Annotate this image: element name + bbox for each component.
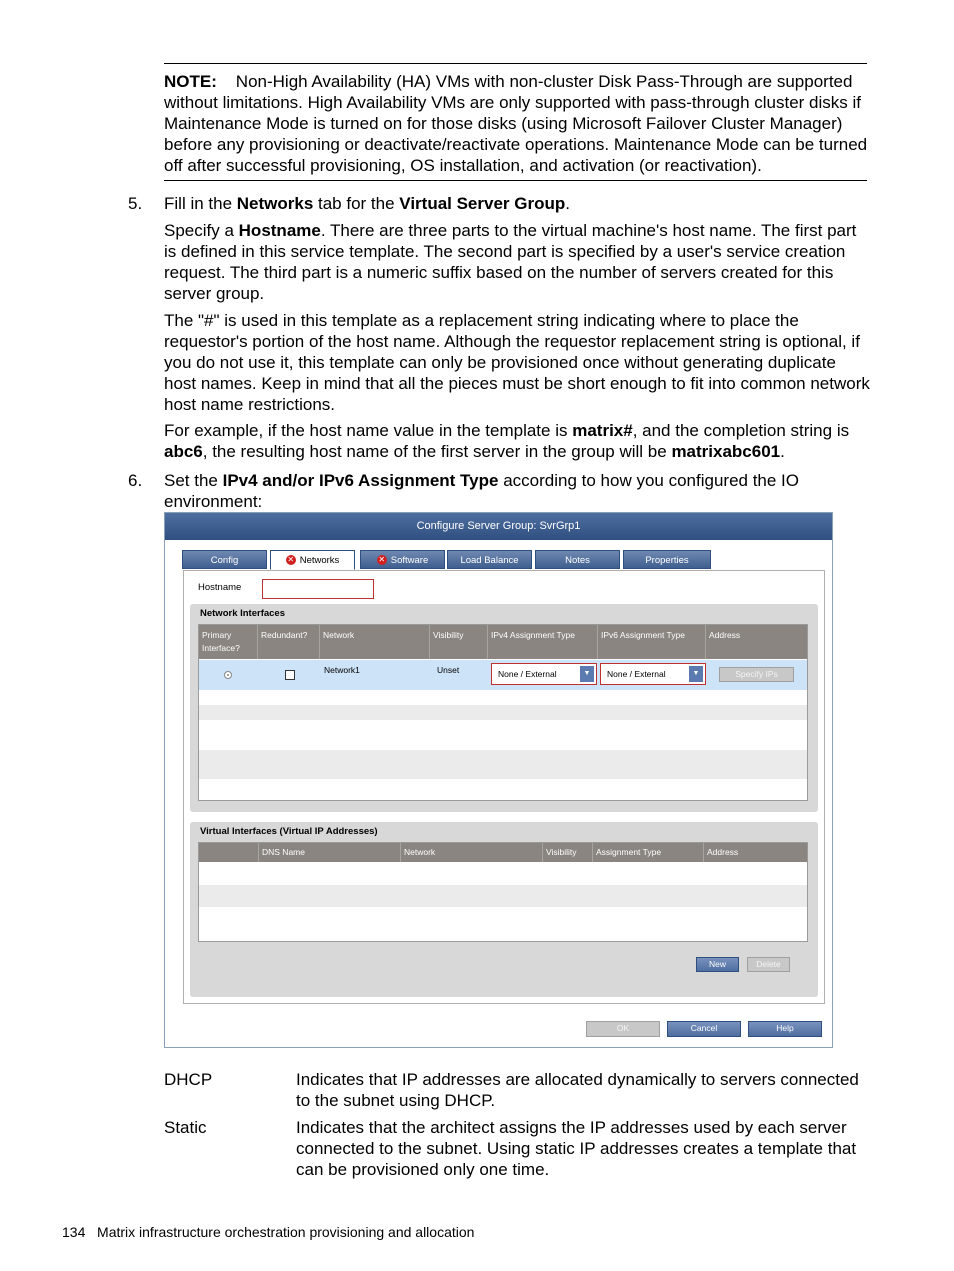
tab-properties[interactable]	[623, 550, 711, 569]
note-block	[164, 71, 870, 176]
col-blank	[199, 843, 259, 862]
tab-notes-label: Notes	[565, 555, 590, 566]
example-abc6: abc6	[164, 442, 203, 461]
page-number: 134	[62, 1224, 86, 1240]
hostname-label: Hostname	[198, 582, 242, 593]
note-bottom-rule	[164, 180, 867, 181]
step-6-number: 6.	[128, 471, 143, 490]
hostname-para-b: . There are three parts to the virtual machine's host name. The first part is defined in this service template. The second part is specified by a user's service creation request. The third part is a numeric suffix based on the number of servers created for this server group.	[164, 221, 857, 303]
tab-properties-label: Properties	[645, 555, 689, 566]
tab-config[interactable]	[182, 550, 267, 569]
ipv6-value: None / External	[607, 669, 666, 679]
example-a: For example, if the host name value in the template is	[164, 421, 573, 440]
tab-software[interactable]	[360, 550, 445, 569]
hostname-para-a: Specify a	[164, 221, 239, 240]
table-row	[199, 885, 807, 907]
virtual-interfaces-header	[199, 843, 807, 862]
ipv4-assignment-select[interactable]	[491, 663, 597, 685]
col-primary: Primary Interface?	[199, 625, 258, 659]
table-row[interactable]	[199, 660, 807, 690]
col-ipv6: IPv6 Assignment Type	[598, 625, 706, 659]
ipv4-value: None / External	[498, 669, 557, 679]
note-top-rule	[164, 63, 867, 64]
example-d: .	[780, 442, 785, 461]
step-5-text-a: Fill in the	[164, 194, 237, 213]
table-row	[199, 907, 807, 929]
ok-button[interactable]: OK	[586, 1021, 660, 1037]
definition-desc-dhcp: Indicates that IP addresses are allocated dynamically to servers connected to the subnet using DHCP.	[296, 1070, 859, 1110]
definition-term-dhcp: DHCP	[164, 1070, 213, 1089]
definition-term-static: Static	[164, 1118, 207, 1137]
ipv6-assignment-select[interactable]	[600, 663, 706, 685]
step-6-text-a: Set the	[164, 471, 223, 490]
tab-notes[interactable]	[535, 550, 620, 569]
table-row	[199, 779, 807, 800]
configure-server-group-dialog	[164, 512, 833, 1048]
col-v-visibility: Visibility	[543, 843, 593, 862]
example-b: , and the completion string is	[632, 421, 850, 440]
tab-load-balance[interactable]	[447, 550, 532, 569]
cancel-button[interactable]: Cancel	[667, 1021, 741, 1037]
step-6-text-b: according to how you configured the IO environment:	[164, 471, 799, 511]
error-icon: ✕	[378, 555, 386, 565]
tab-software-label: Software	[390, 555, 429, 566]
new-button[interactable]: New	[696, 957, 739, 972]
primary-radio[interactable]	[224, 671, 232, 679]
page-footer	[62, 1223, 474, 1241]
step-6-text	[164, 470, 870, 512]
step-5-number: 5.	[128, 194, 143, 213]
tab-networks-label: Networks	[299, 555, 340, 566]
note-label: NOTE:	[164, 72, 217, 91]
virtual-interfaces-table	[198, 842, 808, 942]
tab-load-balance-label: Load Balance	[460, 555, 519, 566]
row-visibility: Unset	[437, 665, 460, 675]
step-5-virtual-server-group: Virtual Server Group	[399, 194, 566, 213]
hash-paragraph: The "#" is used in this template as a replacement string indicating where to place the requestor's portion of the host name. Although the requestor replacement string is optional, if you do not use it, this template can only be provisioned once without generating duplicate host names. Keep in mind that all the pieces must be short enough to fit into common network host name restrictions.	[164, 311, 870, 414]
error-icon: ✕	[287, 555, 295, 565]
col-address: Address	[709, 630, 741, 640]
dialog-title: Configure Server Group: SvrGrp1	[165, 513, 832, 540]
col-redundant: Redundant?	[258, 625, 320, 659]
col-ipv4: IPv4 Assignment Type	[488, 625, 598, 659]
table-row	[199, 863, 807, 885]
col-v-network: Network	[401, 843, 543, 862]
example-matrix: matrix#	[572, 421, 633, 440]
virtual-interfaces-title: Virtual Interfaces (Virtual IP Addresses)	[200, 826, 378, 837]
col-dns-name: DNS Name	[259, 843, 401, 862]
step-5-networks: Networks	[236, 194, 314, 213]
chevron-down-icon: ▼	[580, 666, 594, 682]
col-visibility: Visibility	[430, 625, 488, 659]
step-5-text	[164, 193, 870, 214]
network-interfaces-header	[199, 625, 807, 659]
help-button[interactable]: Help	[748, 1021, 822, 1037]
footer-title: Matrix infrastructure orchestration provisioning and allocation	[97, 1224, 475, 1240]
specify-ips-button[interactable]: Specify IPs	[719, 667, 794, 682]
delete-button[interactable]: Delete	[747, 957, 790, 972]
table-row	[199, 705, 807, 720]
hostname-para-bold: Hostname	[238, 221, 321, 240]
example-paragraph	[164, 420, 870, 462]
row-network: Network1	[324, 665, 360, 675]
example-c: , the resulting host name of the first server in the group will be	[202, 442, 672, 461]
hostname-paragraph	[164, 220, 870, 304]
step-5-text-c: .	[565, 194, 570, 213]
col-network: Network	[320, 625, 430, 659]
chevron-down-icon: ▼	[689, 666, 703, 682]
tab-config-label: Config	[210, 555, 239, 566]
table-row	[199, 750, 807, 779]
hostname-input[interactable]	[262, 579, 374, 599]
col-v-address: Address	[707, 847, 739, 857]
definition-desc-static: Indicates that the architect assigns the IP addresses used by each server connected to the subnet. Using static IP addresses creates a template that can be provisioned only one time.	[296, 1118, 857, 1179]
example-matrixabc601: matrixabc601	[671, 442, 781, 461]
step-6-assignment-type: IPv4 and/or IPv6 Assignment Type	[222, 471, 499, 490]
step-5-text-b: tab for the	[313, 194, 400, 213]
note-text: Non-High Availability (HA) VMs with non-cluster Disk Pass-Through are supported without limitations. High Availability VMs are only supported with pass-through cluster disks if Maintenance Mode is turned on for those disks (using Microsoft Failover Cluster Manager) before any provisioning or deactivate/reactivate operations. Maintenance Mode can be turned off after successful provisioning, OS installation, and activation (or reactivation).	[164, 72, 868, 175]
redundant-checkbox[interactable]	[285, 670, 295, 680]
col-assignment-type: Assignment Type	[593, 843, 704, 862]
network-interfaces-title: Network Interfaces	[200, 608, 286, 619]
table-row	[199, 720, 807, 750]
network-interfaces-table	[198, 624, 808, 801]
tab-networks[interactable]	[270, 550, 355, 570]
